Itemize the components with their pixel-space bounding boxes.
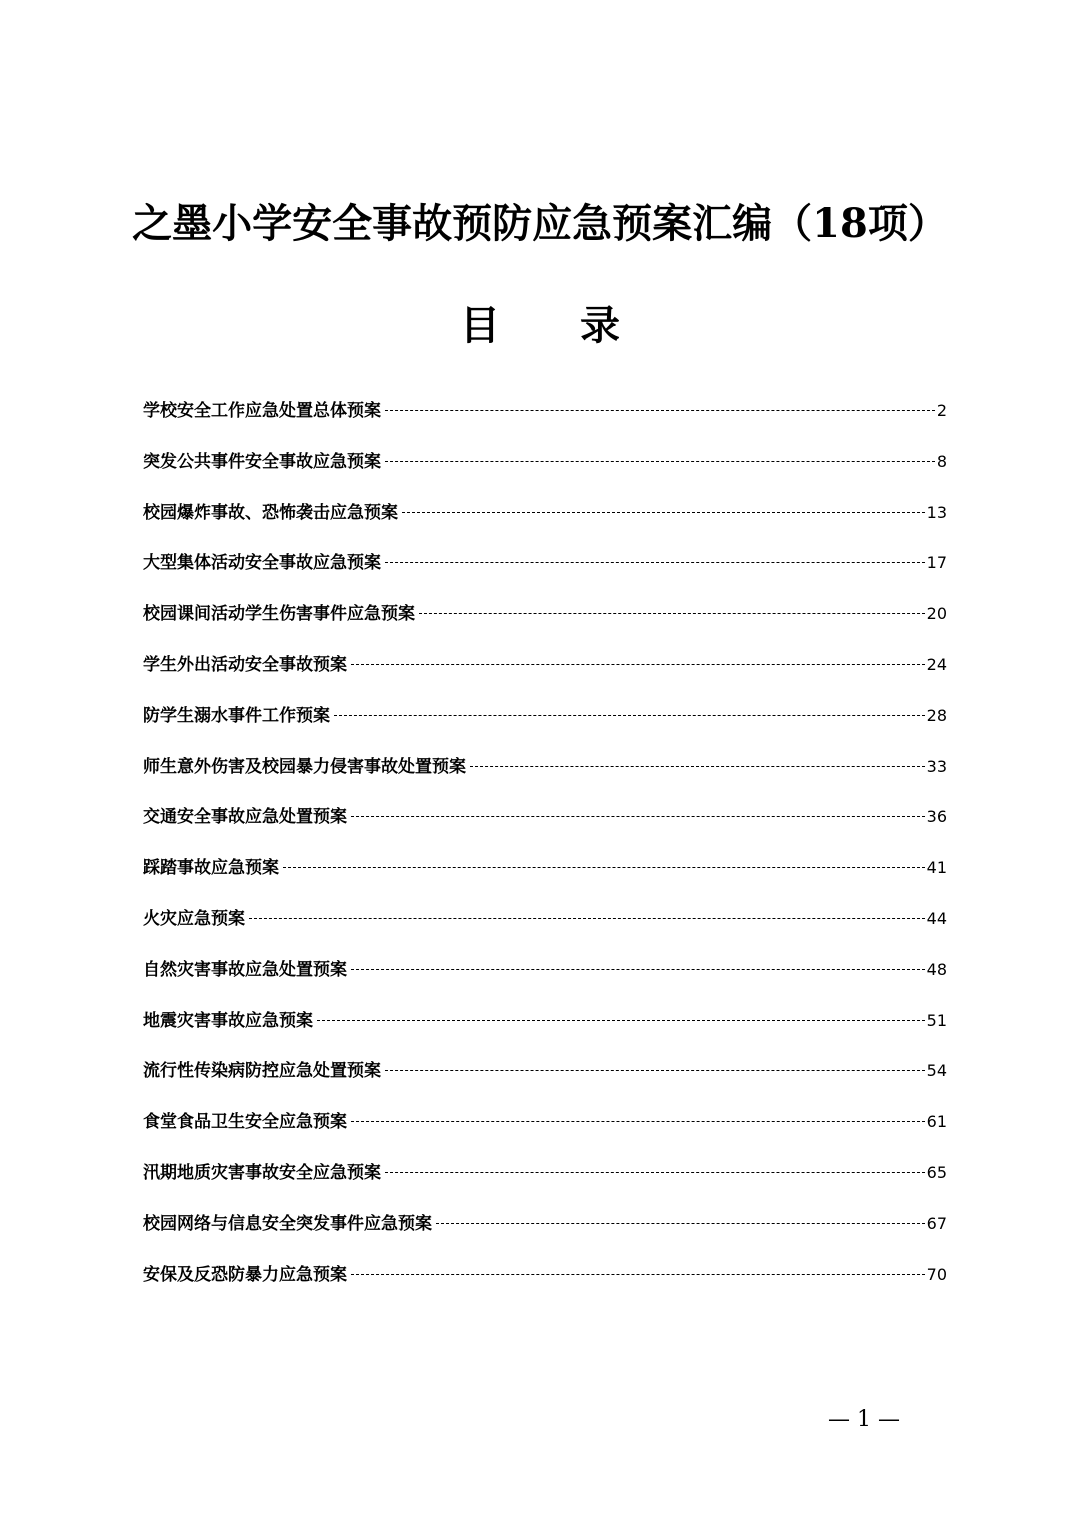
toc-entry-page: 33 bbox=[926, 756, 947, 776]
toc-leader-dashes bbox=[385, 1070, 925, 1071]
toc-entry-page: 8 bbox=[936, 451, 947, 471]
toc-entry-label: 大型集体活动安全事故应急预案 bbox=[143, 553, 381, 574]
toc-heading: 目录 bbox=[460, 302, 700, 349]
toc-entry[interactable] bbox=[143, 1046, 947, 1097]
toc-leader-dashes bbox=[351, 1274, 925, 1275]
toc-entry-label: 校园课间活动学生伤害事件应急预案 bbox=[143, 604, 415, 625]
toc-entry[interactable] bbox=[143, 894, 947, 945]
toc-entry[interactable] bbox=[143, 1148, 947, 1199]
toc-leader-dashes bbox=[317, 1020, 925, 1021]
toc-leader-dashes bbox=[385, 562, 925, 563]
toc-entry-label: 校园网络与信息安全突发事件应急预案 bbox=[143, 1213, 432, 1234]
toc-entry-page: 24 bbox=[926, 654, 947, 674]
toc-leader-dashes bbox=[470, 766, 925, 767]
toc-entry-page: 13 bbox=[926, 502, 947, 522]
toc-entry-label: 师生意外伤害及校园暴力侵害事故处置预案 bbox=[143, 756, 466, 777]
toc-leader-dashes bbox=[385, 1172, 925, 1173]
toc-entry-label: 安保及反恐防暴力应急预案 bbox=[143, 1264, 347, 1285]
document-title: 之墨小学安全事故预防应急预案汇编（18项） bbox=[132, 200, 948, 247]
toc-leader-dashes bbox=[436, 1223, 925, 1224]
toc-entry[interactable] bbox=[143, 488, 947, 539]
toc-leader-dashes bbox=[385, 410, 935, 411]
toc-entry-page: 2 bbox=[936, 401, 947, 420]
toc-entry[interactable] bbox=[143, 945, 947, 996]
toc-entry-label: 踩踏事故应急预案 bbox=[143, 858, 279, 879]
toc-entry[interactable] bbox=[143, 640, 947, 691]
toc-leader-dashes bbox=[351, 1121, 925, 1122]
toc-entry[interactable] bbox=[143, 742, 947, 793]
toc-entry-page: 28 bbox=[926, 705, 947, 725]
toc-entry-label: 防学生溺水事件工作预案 bbox=[143, 705, 330, 726]
toc-entry-label: 食堂食品卫生安全应急预案 bbox=[143, 1112, 347, 1133]
toc-entry[interactable] bbox=[143, 1199, 947, 1250]
toc-entry-page: 41 bbox=[926, 858, 947, 878]
toc-entry-label: 地震灾害事故应急预案 bbox=[143, 1010, 313, 1031]
toc-entry[interactable] bbox=[143, 691, 947, 742]
toc-entry-page: 54 bbox=[926, 1061, 947, 1081]
toc-entry[interactable] bbox=[143, 1097, 947, 1148]
toc-leader-dashes bbox=[385, 461, 935, 462]
toc-entry-label: 汛期地质灾害事故安全应急预案 bbox=[143, 1162, 381, 1183]
toc-entry-label: 自然灾害事故应急处置预案 bbox=[143, 959, 347, 980]
toc-entry-label: 交通安全事故应急处置预案 bbox=[143, 807, 347, 828]
toc-entry-label: 学校安全工作应急处置总体预案 bbox=[143, 401, 381, 421]
toc-entry-label: 流行性传染病防控应急处置预案 bbox=[143, 1061, 381, 1082]
toc-leader-dashes bbox=[249, 918, 925, 919]
toc-entry[interactable] bbox=[143, 1250, 947, 1301]
toc-entry-page: 67 bbox=[926, 1213, 947, 1233]
toc-entry[interactable] bbox=[143, 792, 947, 843]
toc-entry-page: 61 bbox=[926, 1112, 947, 1132]
toc-leader-dashes bbox=[419, 613, 925, 614]
table-of-contents bbox=[143, 386, 947, 1300]
toc-entry-page: 65 bbox=[926, 1162, 947, 1182]
toc-leader-dashes bbox=[351, 816, 925, 817]
page-number-footer: — 1 — bbox=[828, 1407, 900, 1432]
toc-leader-dashes bbox=[402, 512, 925, 513]
toc-leader-dashes bbox=[351, 969, 925, 970]
toc-entry-page: 44 bbox=[926, 908, 947, 928]
toc-leader-dashes bbox=[334, 715, 925, 716]
toc-entry-page: 17 bbox=[926, 553, 947, 573]
toc-entry-label: 突发公共事件安全事故应急预案 bbox=[143, 451, 381, 472]
toc-entry[interactable] bbox=[143, 538, 947, 589]
toc-entry[interactable] bbox=[143, 843, 947, 894]
toc-leader-dashes bbox=[283, 867, 925, 868]
toc-entry[interactable] bbox=[143, 437, 947, 488]
toc-entry[interactable] bbox=[143, 386, 947, 437]
toc-entry-page: 48 bbox=[926, 959, 947, 979]
toc-entry-label: 校园爆炸事故、恐怖袭击应急预案 bbox=[143, 502, 398, 523]
toc-entry-page: 36 bbox=[926, 807, 947, 827]
toc-entry-label: 学生外出活动安全事故预案 bbox=[143, 654, 347, 675]
toc-entry[interactable] bbox=[143, 996, 947, 1047]
toc-leader-dashes bbox=[351, 664, 925, 665]
toc-entry-page: 20 bbox=[926, 604, 947, 624]
toc-entry-page: 51 bbox=[926, 1010, 947, 1030]
toc-entry-page: 70 bbox=[926, 1264, 947, 1284]
toc-entry-label: 火灾应急预案 bbox=[143, 908, 245, 929]
toc-entry[interactable] bbox=[143, 589, 947, 640]
